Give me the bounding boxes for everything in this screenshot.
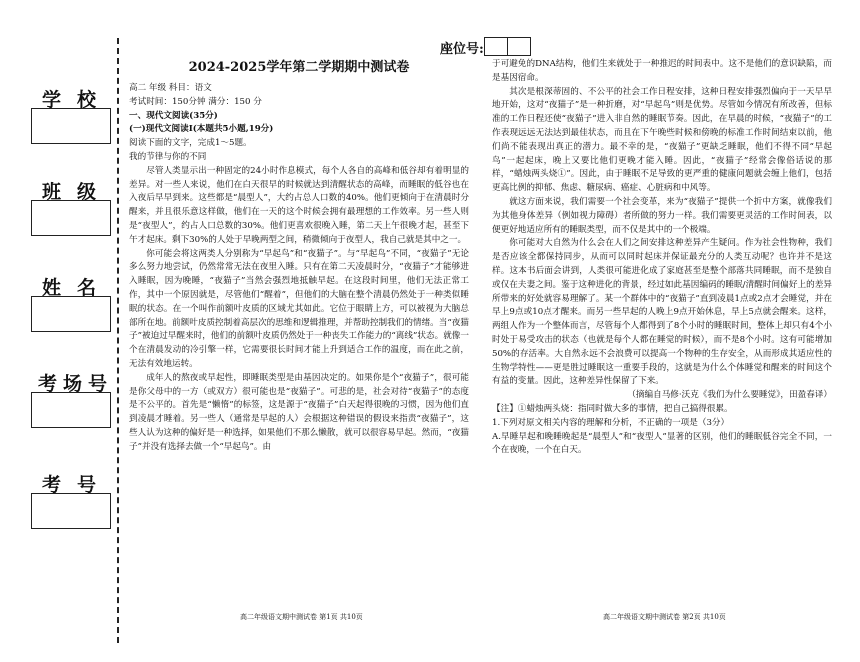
passage-paragraph: 于可避免的DNA结构，他们生来就处于一种推迟的时间表中。这不是他们的意识缺陷，而是基因宿命。 [492,59,832,83]
passage-paragraph: 尽管人类显示出一种固定的24小时作息模式，每个人各自的高峰和低谷却有着明显的差异。对一些人来说，他们在白天很早的时候就达到清醒状态的高峰，而睡眠的低谷也在入夜后早早到来。这些都是“晨型人”，大约占总人口数的40%。他们更倾向于在清晨时分醒来，并且很乐意这样做，他们在一天的这个时候会拥有最理想的工作效率。另一些人则是“夜型人”，约占人口总数的30%。他们更喜欢很晚入睡，第二天上午很晚才起，甚至下午才起床。剩下30%的人处于早晚两型之间，稍微倾向于夜型人，我自己就是其中之一。 [129,165,469,245]
class-label: 班级 [42,181,113,203]
passage-paragraph: 你可能对大自然为什么会在人们之间安排这种差异产生疑问。作为社会性物种，我们是否应该全都保持同步，从而可以同时起床并保证最充分的人类互动呢？也许并不是这样。这本书后面会讲到，人类很可能进化成了家庭甚至是整个部落共同睡眠，而不是独自或仅在夫妻之间。鉴于这种进化的背景，经过如此基因编码的睡眠/清醒时间偏好上的差异所带来的好处就容易理解了。某一个群体中的“夜猫子”直到凌晨1点或2点才会睡觉，并在早上9点或10点才醒来。而另一些早起的人晚上9点开始休息，早上5点就会醒来。这样，两组人作为一个整体而言，尽管每个人都得到了8个小时的睡眠时间，整体上却只有4个小时处于易受攻击的状态（也就是每个人都在睡觉的时候），而不是8个小时。这有可能增加50%的存活率。大自然永远不会浪费可以提高一个物种的生存安全，从而形成其适应性的生物学特性——更是胜过睡眠这一重要手段的，这就是为什么个体睡觉和醒来的时间这个有益的变量。因此，这种差异性保留了下来。 [492,238,832,387]
exam-title: 2024-2025学年第二学期期中测试卷 [188,60,410,75]
exam-meta-1: 高二 年级 科目：语文 [129,83,212,93]
school-label: 学校 [42,89,113,111]
question-1-option-a: A.早睡早起和晚睡晚起是“晨型人”和“夜型人”显著的区别，他们的睡眠低谷完全不同，一个在夜晚，一个在白天。 [492,431,832,456]
seat-box-2[interactable] [507,37,531,56]
exam-meta-2: 考试时间：150分钟 满分：150 分 [129,96,262,107]
room-label: 考场号 [38,373,114,395]
instruction: 阅读下面的文字，完成1～5题。 [129,138,252,149]
section-heading: 一、现代文阅读(35分) [129,110,218,121]
question-1: 1.下列对原文相关内容的理解和分析，不正确的一项是（3分） [492,417,730,428]
source-citation: （摘编自马修·沃克《我们为什么要睡觉》，田盈春译） [627,390,832,401]
passage-paragraph: 你可能会将这两类人分别称为“早起鸟”和“夜猫子”。与“早起鸟”不同，“夜猫子”无论多么努力地尝试，仍然常常无法在夜里入睡。只有在第二天凌晨时分，“夜猫子”才能够进入睡眠，因为晚睡，“夜猫子”当然会强烈地抵触早起。在这段时间里，他们无法正常工作，其中一个原因就是，尽管他们“醒着”，但他们的大脑在整个清晨仍然处于一种类似睡眠的状态。在一个叫作前额叶皮质的区域尤其如此。它位于眼睛上方，可以被视为大脑总部所在地。前额叶皮质控制着高层次的思维和逻辑推理，并帮助控制我们的情绪。当“夜猫子”被迫过早醒来时，他们的前额叶皮质仍然处于一种丧失工作能力的“离线”状态。就像一个在清晨发动的冷引擎一样，它需要很长时间才能上升到适合工作的温度，而在此之前，无法有效地运转。 [129,248,469,369]
class-field[interactable] [31,200,111,236]
number-field[interactable] [31,493,111,529]
right-column [492,58,832,458]
page-footer-1: 高二年级语文期中测试卷 第1页 共10页 [240,613,363,621]
number-label: 考号 [42,474,113,496]
name-field[interactable] [31,296,111,332]
passage-paragraph: 其次是根深蒂固的、不公平的社会工作日程安排，这种日程安排强烈偏向于一天早早地开始，这对“夜猫子”是一种折磨，对“早起鸟”则是优势。尽管如今情况有所改善，但标准的工作日程还使“夜猫子”进入非自然的睡眠节奏。因此，在早晨的时候，“夜猫子”的工作表现远远无法达到最佳状态，而且在下午晚些时候和傍晚的标准工作时间结束以前，他们尚不能表现出真正的潜力。最不幸的是，“夜猫子”更缺乏睡眠，他们不得不同“早起鸟”一起起床，晚上又要比他们更晚才能入睡。因此，“夜猫子”经常会像俗话说的那样，“蜡烛两头烧①”。因此，由于睡眠不足导致的更严重的健康问题就会缠上他们，包括更高比例的抑郁、焦虑、糖尿病、癌症、心脏病和中风等。 [492,86,832,194]
passage-paragraph: 成年人的熬夜或早起性，即睡眠类型是由基因决定的。如果你是个“夜猫子”，很可能是你父母中的一方（或双方）很可能也是“夜猫子”。可悲的是，社会对待“夜猫子”的态度是不公平的。首先是“懒惰”的标签，这是源于“夜猫子”白天起得很晚的习惯，因为他们直到凌晨才睡着。另一些人（通常是早起的人）会根据这种错误的假设来指责“夜猫子”，这些人认为这种的偏好是一种选择，如果他们不那么懒散，就可以很容易早起。然而，“夜猫子”并没有选择去做一个“早起鸟”。由 [129,372,469,452]
school-field[interactable] [31,108,111,144]
seat-label: 座位号: [440,42,484,57]
passage-title: 我的节律与你的不同 [129,151,207,162]
footnote: 【注】①蜡烛两头烧：指同时做大多的事情，把自己搞得很累。 [492,403,733,414]
page-footer-2: 高二年级语文期中测试卷 第2页 共10页 [603,613,726,621]
seat-box-1[interactable] [484,37,508,56]
binding-line [117,38,119,643]
room-field[interactable] [31,392,111,428]
passage-paragraph: 就这方面来说，我们需要一个社会变革，来为“夜猫子”提供一个折中方案，就像我们为其他身体差异（例如视力障碍）者所做的努力一样。我们需要更灵活的工作时间表，以便更好地适应所有的睡眠类型，而不仅是其中的一个极端。 [492,196,832,235]
name-label: 姓名 [42,277,113,299]
subsection-heading: (一)现代文阅读Ⅰ(本题共5小题,19分) [129,124,274,135]
left-column [129,58,469,455]
